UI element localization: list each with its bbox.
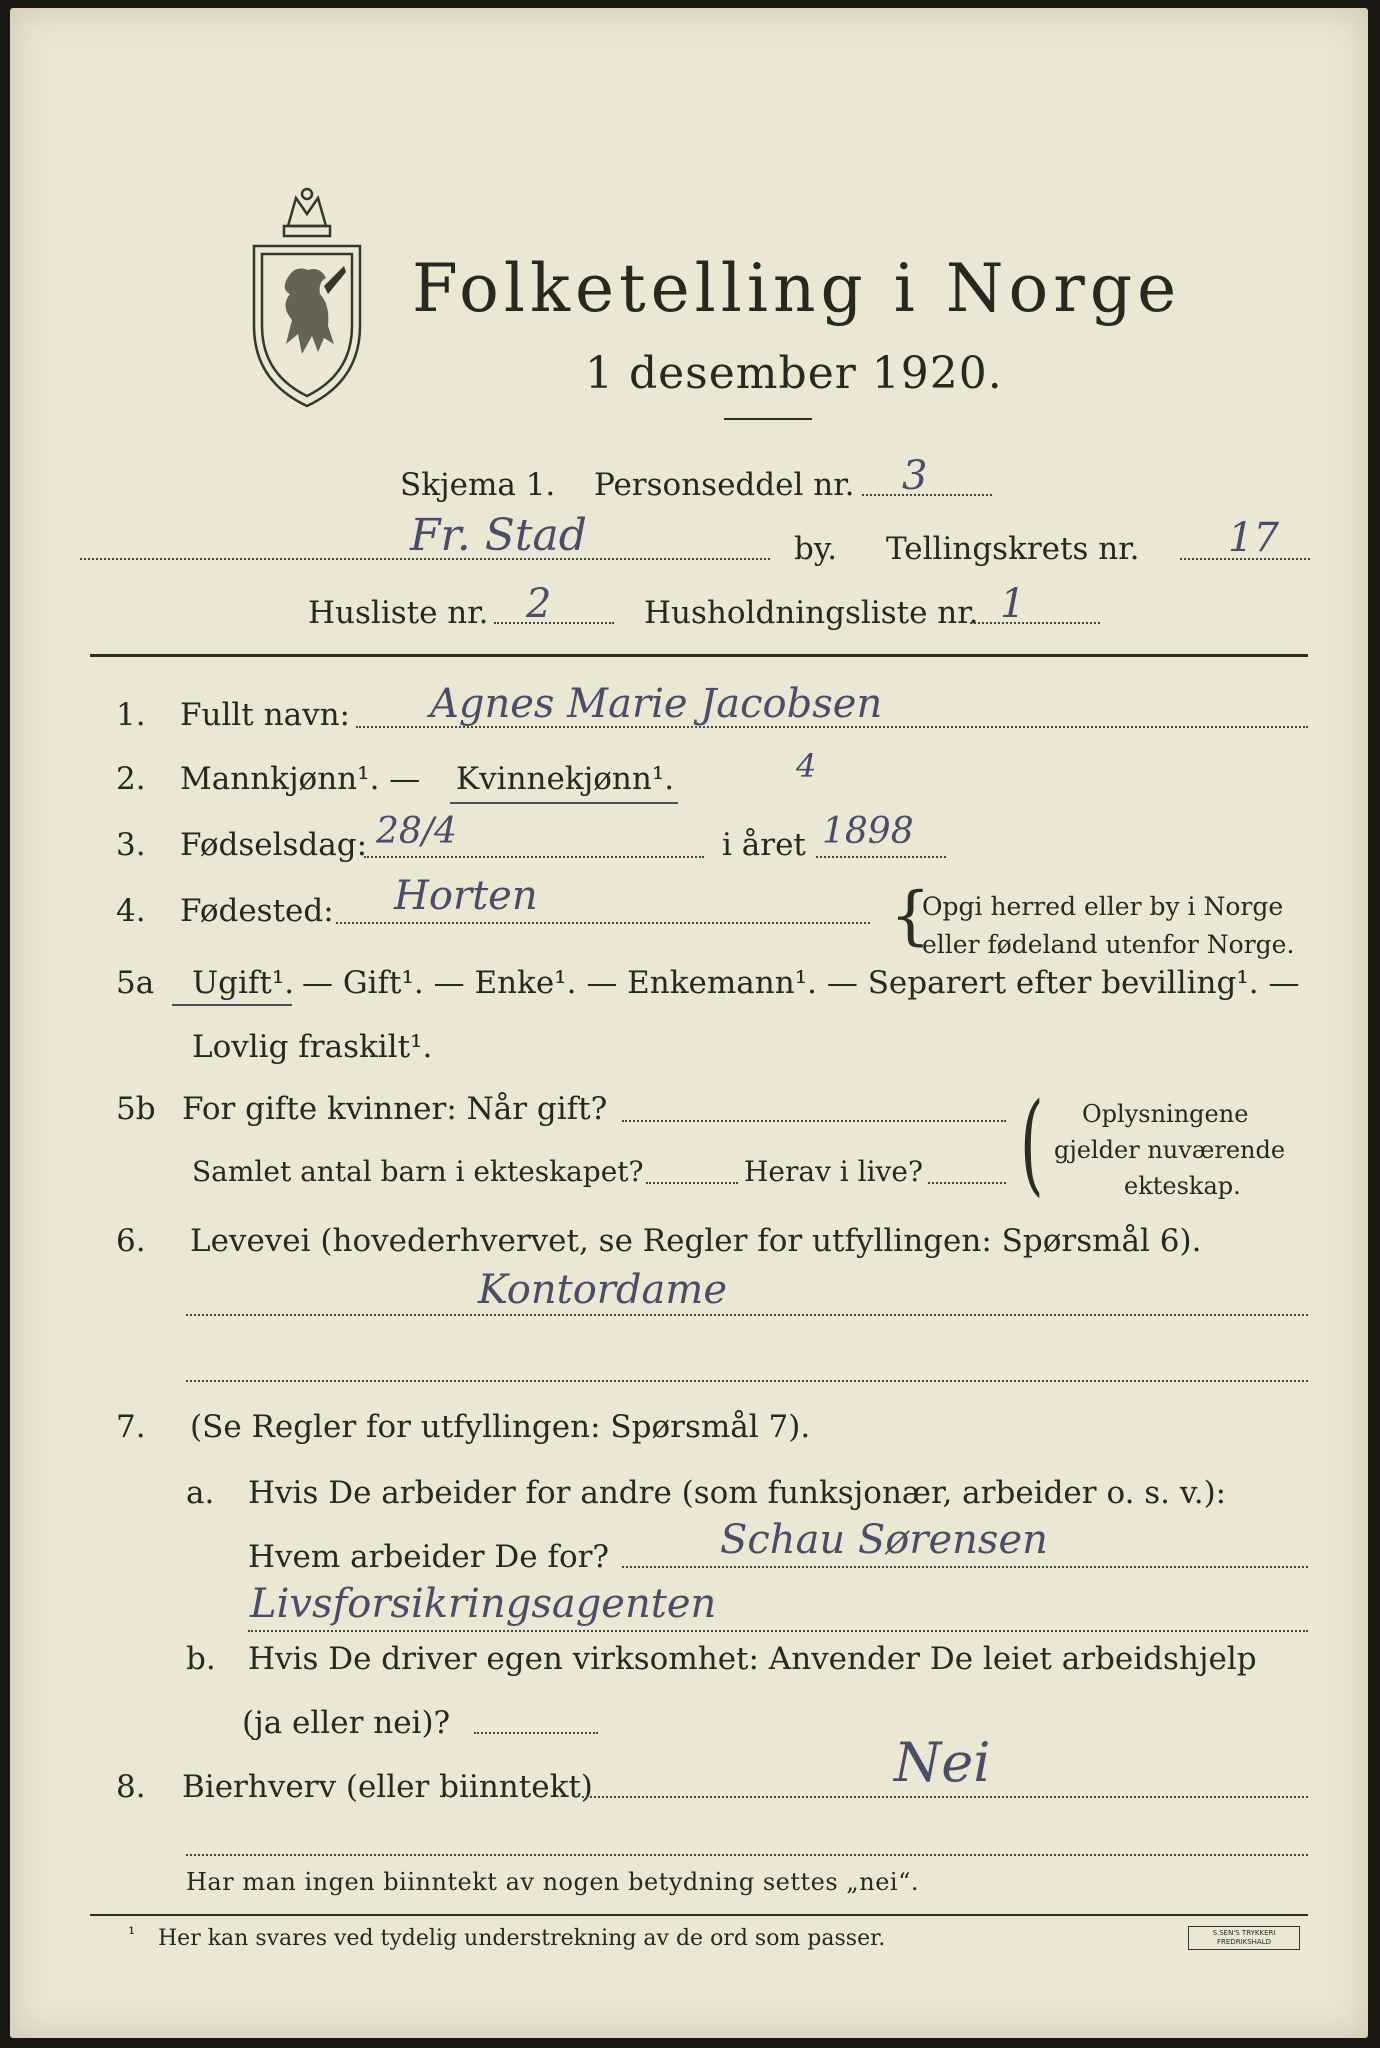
no-income-note: Har man ingen biinntekt av nogen betydning settes „nei“. (186, 1868, 919, 1896)
husliste-field[interactable] (494, 622, 614, 624)
birth-year-field[interactable] (816, 856, 946, 858)
footnote-mark: ¹ (128, 1924, 136, 1945)
personseddel-label: Personseddel nr. (594, 467, 855, 503)
gender-male-option[interactable]: Mannkjønn¹. — (180, 761, 421, 797)
birthplace-field[interactable] (336, 922, 870, 924)
printer-stamp-text: S.SEN'S TRYKKERI FREDRIKSHALD (1212, 1929, 1276, 1946)
occupation-field-line2[interactable] (186, 1380, 1308, 1382)
q5b-note-brace: ( (1020, 1079, 1044, 1207)
q5b-note-line3: ekteskap. (1124, 1172, 1241, 1200)
q7-number: 7. (116, 1409, 146, 1445)
q5b-line1: For gifte kvinner: Når gift? (182, 1091, 608, 1127)
q8-number: 8. (116, 1769, 146, 1805)
q7a-line2: Hvem arbeider De for? (248, 1539, 610, 1575)
q6-label: Levevei (hovederhvervet, se Regler for utfyllingen: Spørsmål 6). (190, 1223, 1202, 1259)
q5b-number: 5b (116, 1091, 156, 1127)
q4-label: Fødested: (180, 893, 334, 929)
tellingskrets-value: 17 (1228, 515, 1279, 561)
occupation-value: Kontordame (478, 1267, 727, 1313)
q2-number: 2. (116, 761, 146, 797)
q5b-alive-label: Herav i live? (744, 1155, 923, 1188)
q7b-line1: Hvis De driver egen virksomhet: Anvender De leiet arbeidshjelp (248, 1641, 1257, 1677)
q4-number: 4. (116, 893, 146, 929)
employer-value: Schau Sørensen (720, 1517, 1048, 1563)
gender-female-option[interactable]: Kvinnekjønn¹. (456, 761, 675, 797)
q3-label: Fødselsdag: (180, 827, 368, 863)
q7-label: (Se Regler for utfyllingen: Spørsmål 7). (190, 1409, 811, 1445)
marital-ugift-underline (172, 1004, 292, 1006)
marital-other-options[interactable]: — Gift¹. — Enke¹. — Enkemann¹. — Separert efter bevilling¹. — (302, 965, 1300, 1001)
q4-note-brace: { (890, 879, 931, 953)
full-name-value: Agnes Marie Jacobsen (430, 681, 883, 727)
birth-year-value: 1898 (822, 811, 914, 852)
town-suffix: by. (794, 531, 838, 567)
husholdning-value: 1 (1000, 581, 1026, 627)
q4-note-line1: Opgi herred eller by i Norge (922, 892, 1284, 921)
q5b-note-line2: gjelder nuværende (1054, 1136, 1286, 1164)
gender-female-underline (450, 802, 678, 804)
census-form-page (10, 8, 1368, 2038)
marital-ugift-option[interactable]: Ugift¹. (192, 965, 295, 1001)
children-total-field[interactable] (646, 1182, 738, 1184)
q4-note-line2: eller fødeland utenfor Norge. (922, 930, 1295, 959)
marital-divorced-option[interactable]: Lovlig fraskilt¹. (192, 1029, 433, 1065)
children-alive-field[interactable] (928, 1182, 1006, 1184)
gender-mark: 4 (796, 747, 817, 785)
husliste-value: 2 (526, 581, 552, 627)
husliste-label: Husliste nr. (308, 595, 489, 631)
occupation-field[interactable] (186, 1314, 1308, 1316)
husholdning-field[interactable] (970, 622, 1100, 624)
schema-label: Skjema 1. (400, 467, 556, 503)
q5b-children-label: Samlet antal barn i ekteskapet? (192, 1155, 644, 1188)
side-income-field-line2[interactable] (186, 1854, 1308, 1856)
birthdate-value: 28/4 (376, 811, 457, 852)
q3-number: 3. (116, 827, 146, 863)
header-thick-rule (90, 654, 1308, 657)
form-title: Folketelling i Norge (412, 250, 1182, 327)
town-value: Fr. Stad (410, 510, 587, 561)
q8-label: Bierhverv (eller biinntekt) (182, 1769, 593, 1805)
husholdning-label: Husholdningsliste nr. (644, 595, 979, 631)
birth-year-label: i året (722, 827, 806, 863)
birthdate-field[interactable] (364, 856, 704, 858)
employer-value-line2: Livsforsikringsagenten (250, 1581, 717, 1627)
q1-number: 1. (116, 697, 146, 733)
marriage-date-field[interactable] (622, 1120, 1006, 1122)
hired-help-field[interactable] (474, 1732, 598, 1734)
q7b-letter: b. (186, 1641, 216, 1677)
q6-number: 6. (116, 1223, 146, 1259)
q7a-line1: Hvis De arbeider for andre (som funksjonær, arbeider o. s. v.): (248, 1475, 1227, 1511)
form-date: 1 desember 1920. (585, 348, 1003, 399)
tellingskrets-label: Tellingskrets nr. (886, 531, 1140, 567)
printer-stamp (1188, 1926, 1300, 1950)
side-income-field[interactable] (582, 1796, 1308, 1798)
norwegian-lion-crest-icon (246, 186, 368, 411)
footer-rule (90, 1914, 1308, 1916)
birthplace-value: Horten (394, 873, 538, 919)
q7b-line2: (ja eller nei)? (242, 1705, 451, 1741)
personseddel-value: 3 (902, 453, 928, 499)
employer-field-line2[interactable] (248, 1630, 1308, 1632)
footnote-text: Her kan svares ved tydelig understrekning av de ord som passer. (158, 1926, 886, 1951)
q5b-note-line1: Oplysningene (1082, 1100, 1249, 1128)
q1-label: Fullt navn: (180, 697, 350, 733)
employer-field[interactable] (622, 1566, 1308, 1568)
q7a-letter: a. (186, 1475, 215, 1511)
side-income-value: Nei (894, 1731, 991, 1794)
q5a-number: 5a (116, 965, 155, 1001)
title-divider (724, 418, 812, 420)
